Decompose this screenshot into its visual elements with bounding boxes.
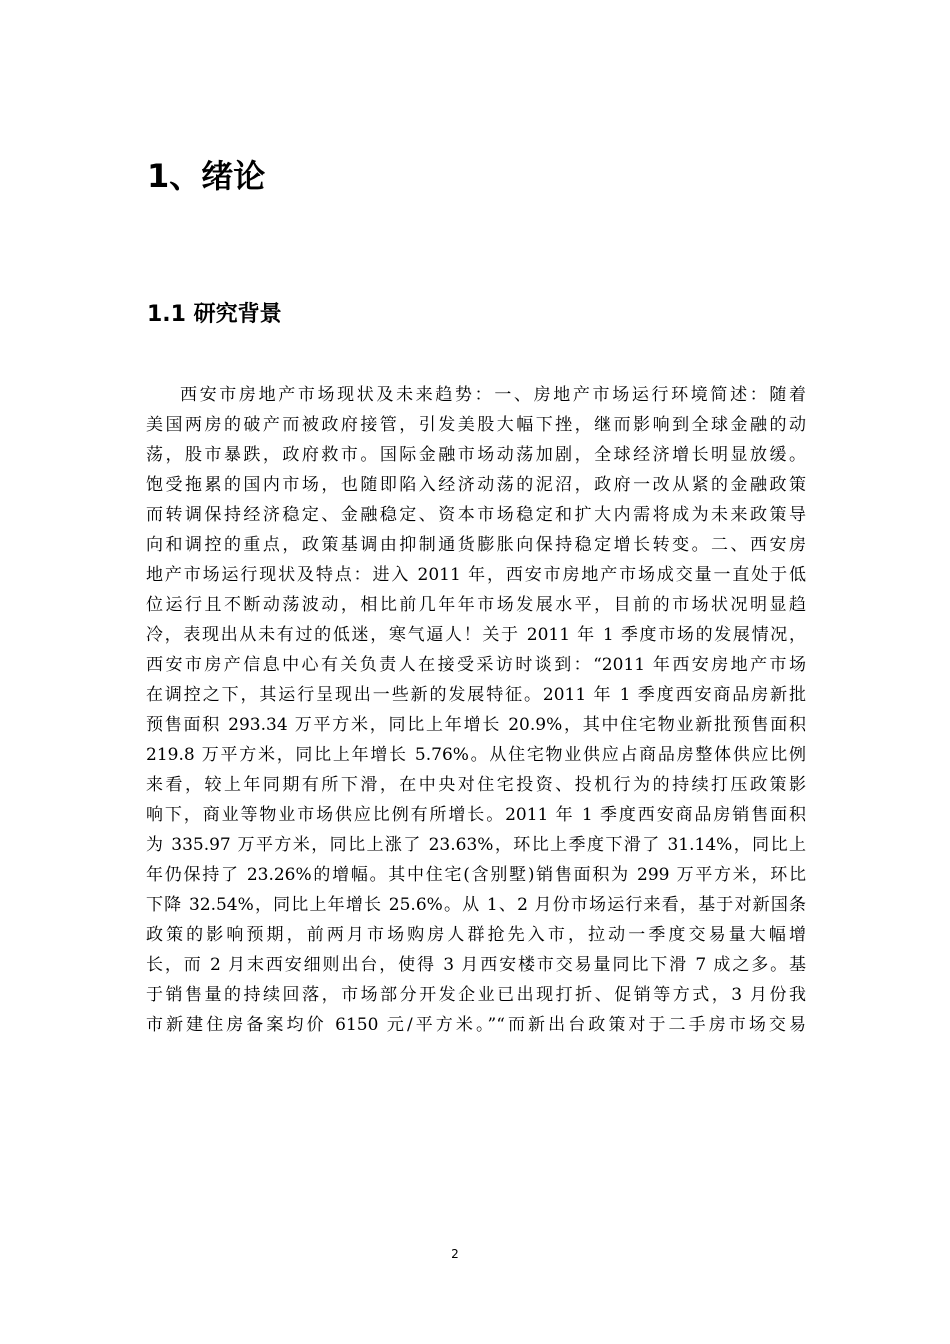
paragraph-line: 西安市房地产市场现状及未来趋势：一、房地产市场运行环境简述：随着 <box>180 385 806 405</box>
paragraph-line: 地产市场运行现状及特点：进入 2011 年，西安市房地产市场成交量一直处于低 <box>146 565 806 585</box>
chapter-title: 1、绪论 <box>147 157 266 195</box>
paragraph-line: 下降 32.54%，同比上年增长 25.6%。从 1、2 月份市场运行来看，基于对新国条 <box>146 895 806 915</box>
paragraph-line: 政策的影响预期，前两月市场购房人群抢先入市，拉动一季度交易量大幅增 <box>146 925 806 945</box>
paragraph-line: 向和调控的重点，政策基调由抑制通货膨胀向保持稳定增长转变。二、西安房 <box>146 535 806 555</box>
paragraph-line: 219.8 万平方米，同比上年增长 5.76%。从住宅物业供应占商品房整体供应比例 <box>146 745 806 765</box>
paragraph-line: 市新建住房备案均价 6150 元/平方米。”“而新出台政策对于二手房市场交易 <box>146 1015 806 1035</box>
paragraph-line: 预售面积 293.34 万平方米，同比上年增长 20.9%，其中住宅物业新批预售面积 <box>146 715 806 735</box>
paragraph-line: 美国两房的破产而被政府接管，引发美股大幅下挫，继而影响到全球金融的动 <box>146 415 806 435</box>
section-title: 1.1 研究背景 <box>147 302 282 327</box>
paragraph-line: 位运行且不断动荡波动，相比前几年年市场发展水平，目前的市场状况明显趋 <box>146 595 806 615</box>
paragraph-line: 为 335.97 万平方米，同比上涨了 23.63%，环比上季度下滑了 31.14%，同比上 <box>146 835 806 855</box>
page-number: 2 <box>451 1247 459 1261</box>
paragraph-line: 西安市房产信息中心有关负责人在接受采访时谈到：“2011 年西安房地产市场 <box>146 655 806 675</box>
paragraph-line: 年仍保持了 23.26%的增幅。其中住宅(含别墅)销售面积为 299 万平方米，环比 <box>146 865 806 885</box>
paragraph-line: 荡，股市暴跌，政府救市。国际金融市场动荡加剧，全球经济增长明显放缓。 <box>146 445 806 465</box>
paragraph-line: 而转调保持经济稳定、金融稳定、资本市场稳定和扩大内需将成为未来政策导 <box>146 505 806 525</box>
paragraph-line: 饱受拖累的国内市场，也随即陷入经济动荡的泥沼，政府一改从紧的金融政策 <box>146 475 806 495</box>
body-paragraph <box>146 380 806 1040</box>
paragraph-line: 响下，商业等物业市场供应比例有所增长。2011 年 1 季度西安商品房销售面积 <box>146 805 806 825</box>
paragraph-line: 于销售量的持续回落，市场部分开发企业已出现打折、促销等方式，3 月份我 <box>146 985 806 1005</box>
paragraph-line: 冷，表现出从未有过的低迷，寒气逼人！关于 2011 年 1 季度市场的发展情况， <box>146 625 806 645</box>
paragraph-line: 长，而 2 月末西安细则出台，使得 3 月西安楼市交易量同比下滑 7 成之多。基 <box>146 955 806 975</box>
paragraph-line: 来看，较上年同期有所下滑，在中央对住宅投资、投机行为的持续打压政策影 <box>146 775 806 795</box>
paragraph-line: 在调控之下，其运行呈现出一些新的发展特征。2011 年 1 季度西安商品房新批 <box>146 685 806 705</box>
